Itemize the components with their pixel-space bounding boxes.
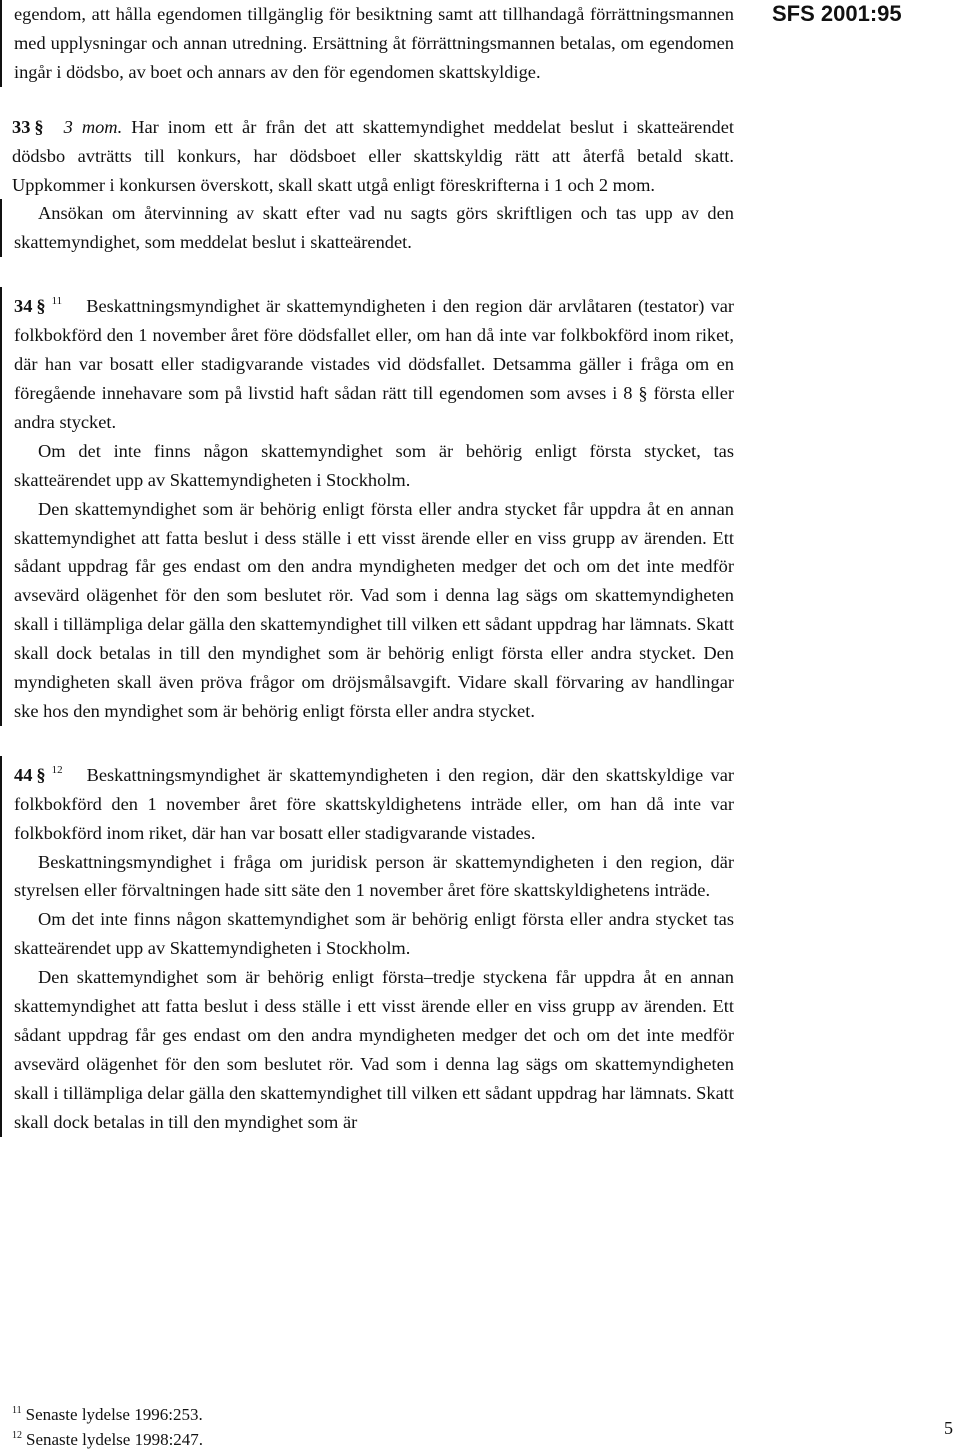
section-44-paragraph-2: Beskattningsmyndighet i fråga om juridisk person är skattemyndigheten i den region, där styrelsen eller förvaltningen hade sitt säte den 1 november året före skattskyldighetens inträde. [14,851,734,901]
document-reference: SFS 2001:95 [772,1,902,26]
page-number: 5 [944,1418,953,1438]
footnote-number: 11 [12,1405,22,1416]
paragraph-sign: § [36,296,46,317]
section-44-paragraph-4: Den skattemyndighet som är behörig enligt första–tredje styckena får uppdra åt en annan skattemyndighet att fatta beslut i dess ställe i ett visst ärende eller en viss grupp av ärenden. Ett sådant uppdrag får ges endast om den andra myndigheten medger det och om det inte medför avsevärd olägenhet för den som beslutet rör. Vad som i denna lag sägs om skattemyndigheten skall i tillämpliga delar gälla den skattemyndighet till vilken ett sådant uppdrag har lämnats. Skatt skall dock betalas in till den myndighet som är [14,967,734,1132]
section-34-paragraph-1 [14,287,734,437]
intro-paragraph: egendom, att hålla egendomen tillgänglig för besiktning samt att tillhandagå förrättningsmannen med upplysningar och annan utredning. Ersättning åt förrättningsmannen betalas, om egendomen ingår i dödsbo, av boet och annars av den för egendomen skattskyldige. [14,4,734,82]
intro-block [0,0,734,87]
footnote-11 [12,1400,612,1425]
moment-label: 3 mom. [63,116,123,137]
section-33-paragraph-2: Ansökan om återvinning av skatt efter vad nu sagts görs skriftligen och tas upp av den skattemyndighet, som meddelat beslut i skatteärendet. [14,203,734,253]
paragraph-sign: § [36,764,46,785]
section-number: 33 [12,116,31,137]
paragraph-text: Har inom ett år från det att skattemyndighet meddelat beslut i skatteärendet dödsbo avträtts till konkurs, har dödsboet eller skattskyldig rätt att återfå betald skatt. Uppkommer i konkursen överskott, skall skatt utgå enligt föreskrifterna i 1 och 2 mom. [12,116,734,195]
section-number: 34 [14,296,33,317]
section-34-paragraph-2: Om det inte finns någon skattemyndighet som är behörig enligt första stycket, tas skatteärendet upp av Skattemyndigheten i Stockholm. [14,440,734,490]
footnote-number: 12 [12,1430,22,1441]
section-44-paragraph-3: Om det inte finns någon skattemyndighet som är behörig enligt första eller andra stycket tas skatteärendet upp av Skattemyndigheten i Stockholm. [14,909,734,959]
section-33-paragraph-1 [12,113,734,200]
section-44-paragraph-1 [14,756,734,848]
paragraph-text: Beskattningsmyndighet är skattemyndigheten i den region, där den skattskyldige var folkbokförd den 1 november året före skattskyldighetens inträde eller, om han då inte var folkbokförd inom riket, där han var bosatt eller stadigvarande vistades. [14,764,734,843]
section-34 [0,287,734,726]
footnote-12 [12,1425,612,1450]
section-34-paragraph-3: Den skattemyndighet som är behörig enligt första eller andra stycket får uppdra åt en annan skattemyndighet att fatta beslut i dess ställe i ett visst ärende eller en viss grupp av ärenden. Ett sådant uppdrag får ges endast om den andra myndigheten medger det och om det inte medför avsevärd olägenhet för den som beslutet rör. Vad som i denna lag sägs om skattemyndigheten skall i tillämpliga delar gälla den skattemyndighet till vilken ett sådant uppdrag har lämnats. Skatt skall dock betalas in till den myndighet som är behörig enligt första eller andra stycket. Den myndigheten skall även pröva frågor om dröjsmålsavgift. Vidare skall förvaring av handlingar ske hos den myndighet som är behörig enligt första eller andra stycket. [14,498,734,721]
paragraph-text: Beskattningsmyndighet är skattemyndigheten i den region där arvlåtaren (testator) var folkbokförd den 1 november året före dödsfallet eller, om han då inte var folkbokförd inom riket, där han var bosatt eller stadigvarande vistades vid dödsfallet. Detsamma gäller i fråga om en föregående innehavare som på livstid haft sådan rätt till egendomen som avses i 8 § första eller andra stycket. [14,296,734,432]
footnote-reference[interactable]: 12 [51,763,63,776]
section-number: 44 [14,764,33,785]
footnote-text: Senaste lydelse 1996:253. [25,1405,203,1424]
footnote-reference[interactable]: 11 [51,295,63,308]
footnote-text: Senaste lydelse 1998:247. [26,1430,204,1449]
paragraph-sign: § [34,116,44,137]
section-44 [0,756,734,1137]
section-33 [12,113,734,258]
change-bar-block [0,199,734,257]
main-text-column [12,0,734,1137]
footnotes [12,1400,612,1450]
